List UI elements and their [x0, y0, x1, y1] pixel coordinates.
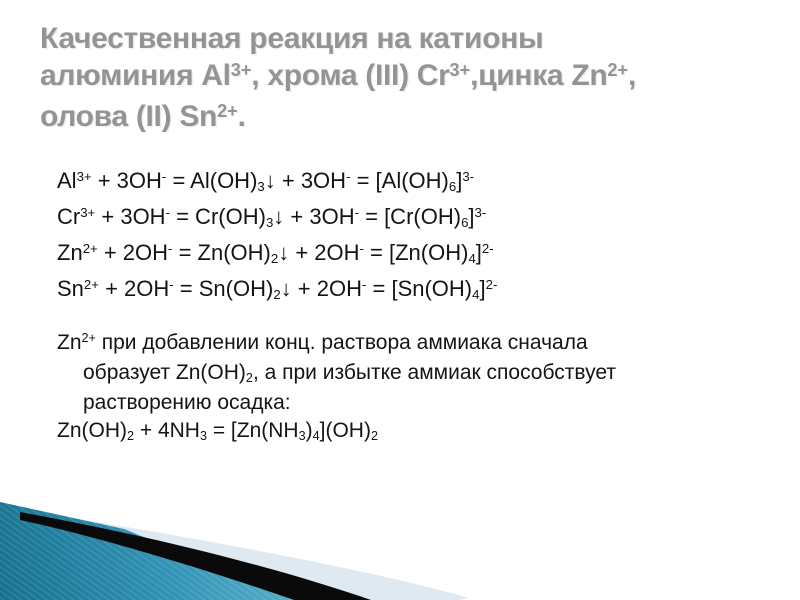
reaction-equation-line: $Cr^{3+} + 3OH^-$ = $Cr(OH)_3↓ + 3OH^- = [Cr(OH)_6]^{3-}$ [57, 204, 487, 230]
reaction-equation-line: $Zn^{2+} + 2OH^-$ = $Zn(OH)_2↓ + 2OH^- = [Zn(OH)_4]^{2-}$ [57, 240, 494, 266]
reaction-equations [57, 164, 497, 308]
explanation-line: растворению осадка: [83, 391, 291, 414]
footer-swoosh-decoration [0, 500, 800, 600]
reaction-equation-line: $Sn^{2+} + 2OH^-$ = $Sn(OH)_2↓ + 2OH^- = [Sn(OH)_4]^{2-}$ [57, 276, 498, 302]
slide-title-line: Качественная реакция на катионы [40, 22, 544, 55]
explanation-paragraph [57, 329, 616, 447]
slide-title [40, 20, 780, 139]
explanation-line: образует $Zn(OH)_2$, а при избытке аммиак способствует [83, 361, 616, 385]
slide-title-line: олова (II) $Sn^{2+}$. [40, 100, 246, 133]
slide-title-line: алюминия $Al^{3+}$, хрома (III) $Cr^{3+},цинка$ $Zn^{2+}$, [40, 59, 636, 92]
reaction-equation-line: $Al^{3+} + 3OH^-$ = $Al(OH)_3↓ + 3OH^- = [Al(OH)_6]^{3-}$ [57, 168, 475, 194]
explanation-line: $Zn^{2+}$ при добавлении конц. раствора аммиака сначала [57, 331, 588, 354]
explanation-line: $Zn(OH)_2 + 4NH_3 = [Zn(NH_3)_4](OH)_2$ [57, 419, 378, 443]
